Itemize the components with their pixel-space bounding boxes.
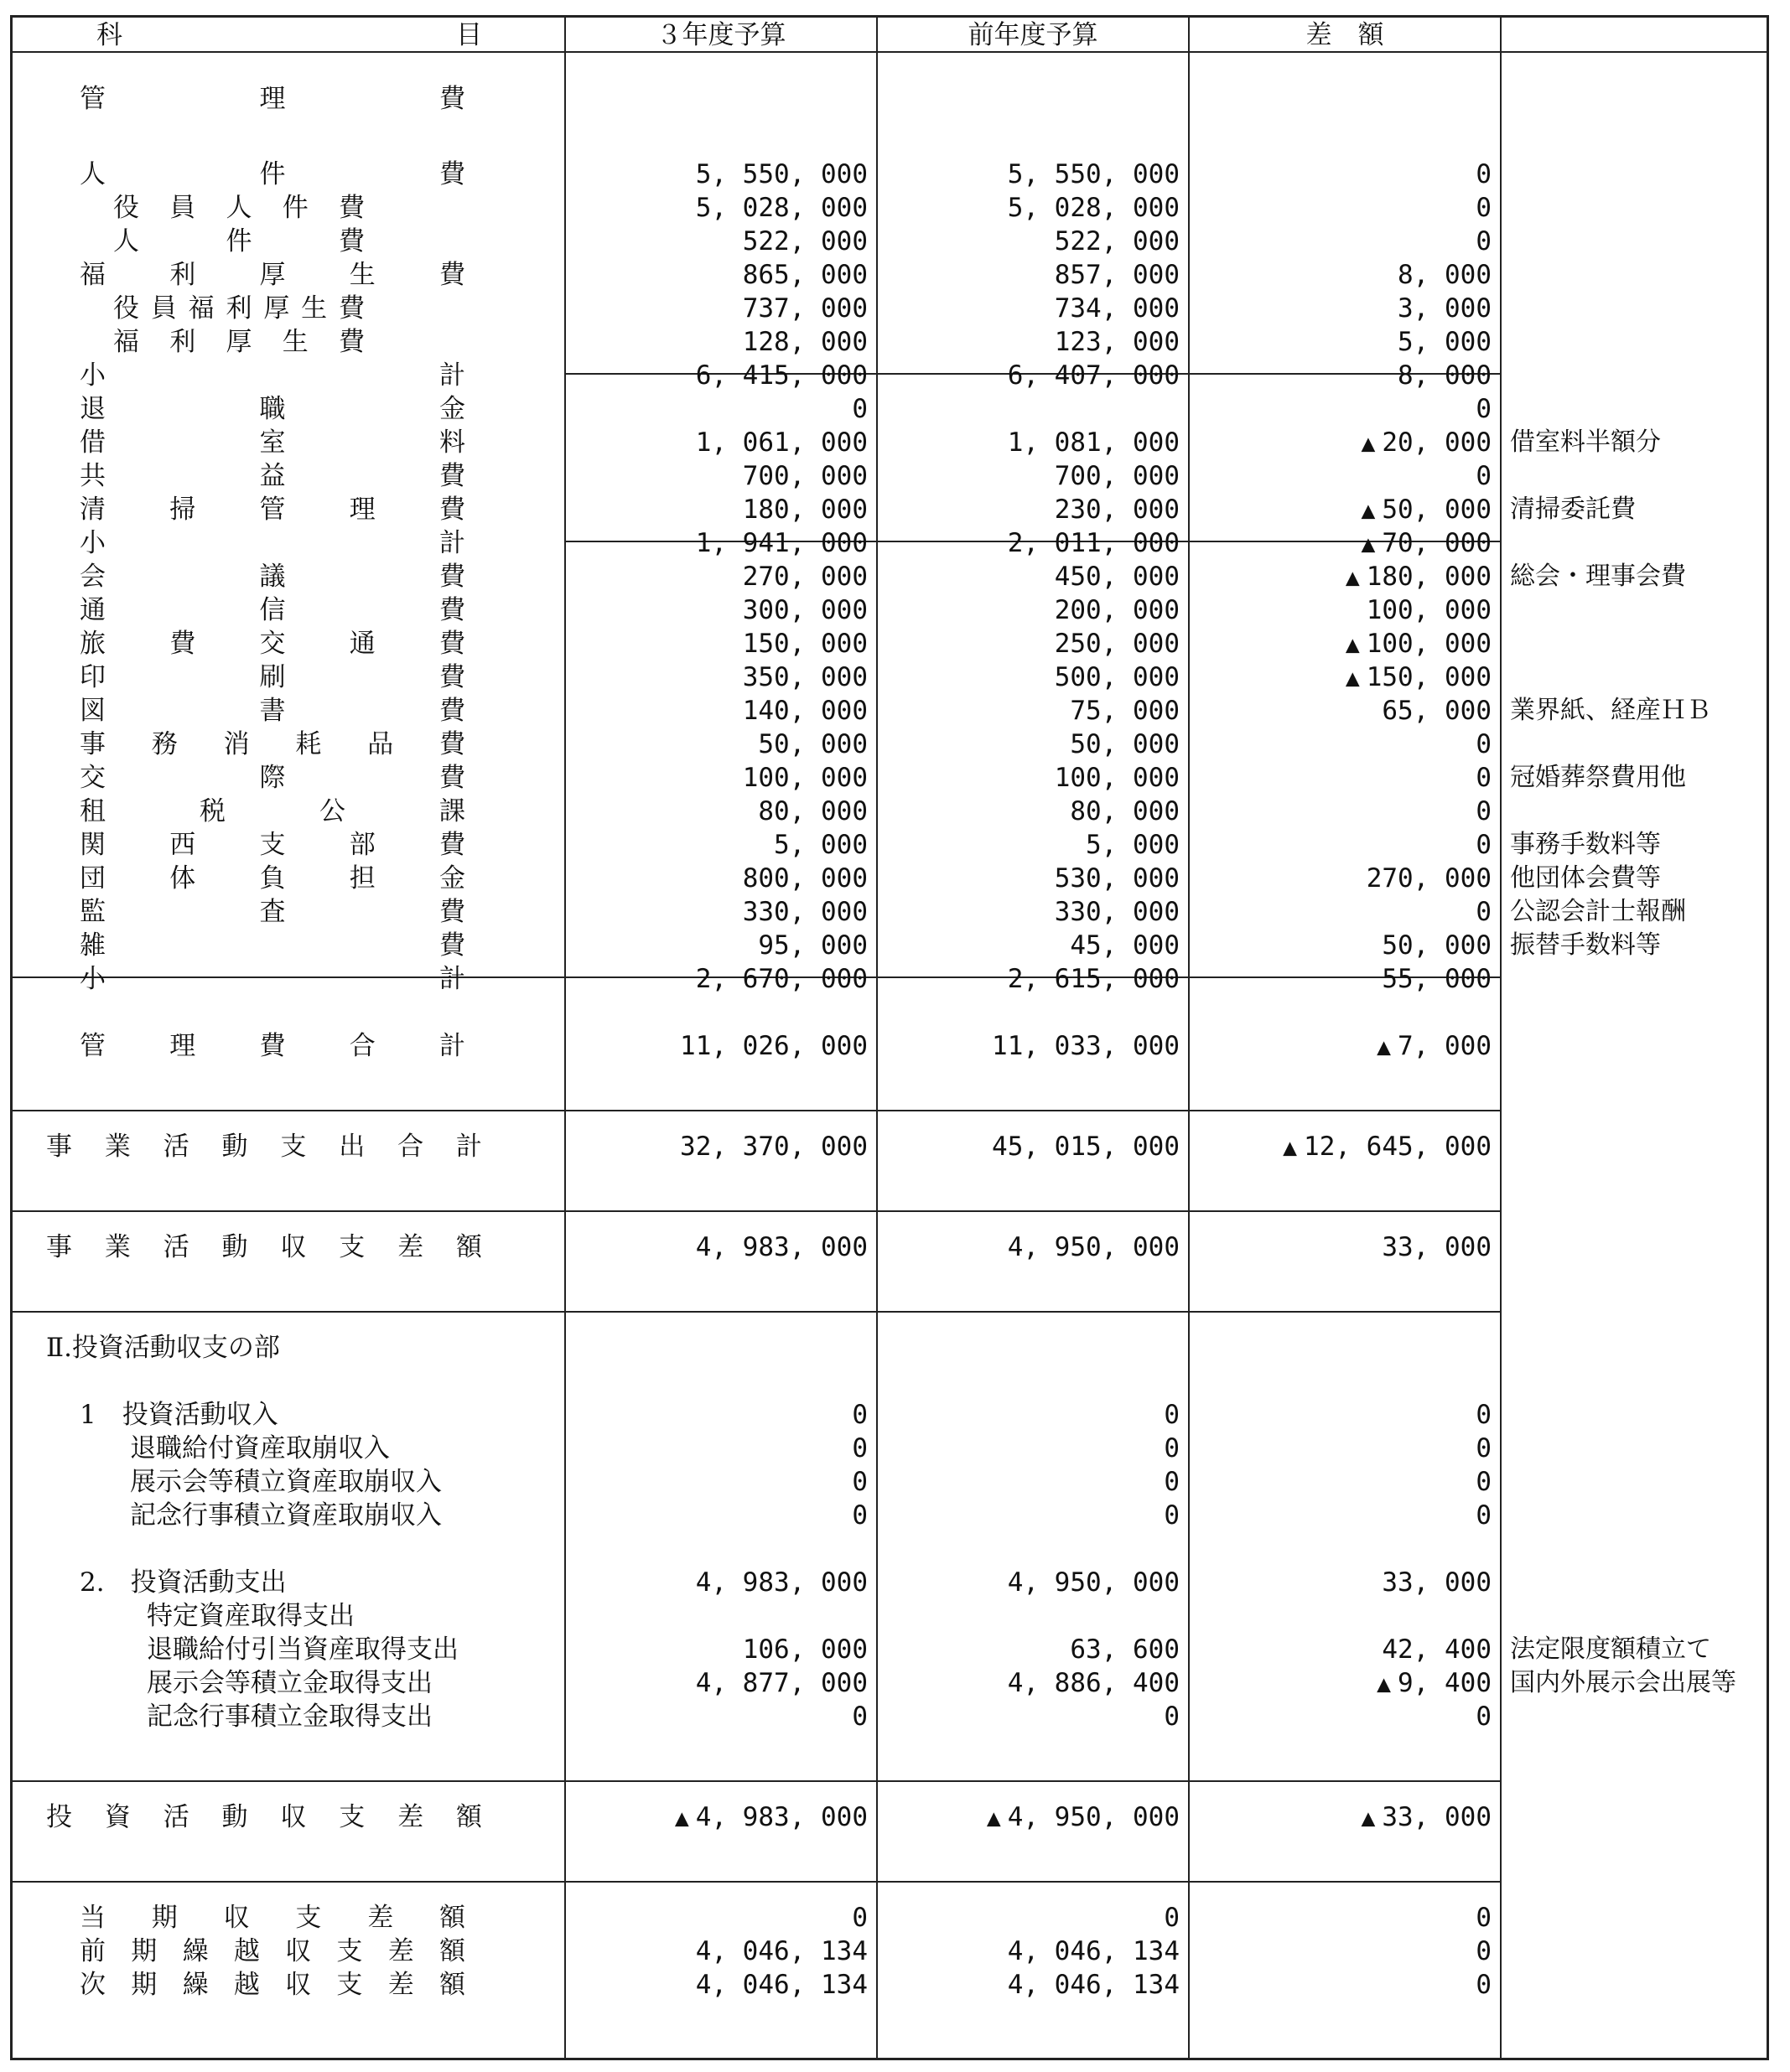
previous-budget-value: 6, 407, 000 [1007, 360, 1180, 391]
row-note: 振替手数料等 [1510, 930, 1661, 960]
current-budget-value: 0 [852, 1467, 868, 1497]
difference-value: 0 [1476, 461, 1492, 491]
row-label: 展示会等積立金取得支出 [147, 1668, 433, 1698]
section-rule-5 [13, 1881, 1502, 1883]
previous-budget-value: ▲ 4, 950, 000 [986, 1802, 1180, 1832]
current-budget-value: 4, 983, 000 [695, 1567, 868, 1598]
difference-value: 0 [1476, 1467, 1492, 1497]
current-budget-value: 150, 000 [742, 629, 868, 659]
current-budget-value: 0 [852, 1433, 868, 1463]
header-previous-budget: 前年度予算 [968, 20, 1098, 50]
negative-mark: ▲ [1377, 1670, 1392, 1697]
row-label: 投 資 活 動 収 支 差 額 [46, 1802, 482, 1832]
header-current-budget: ３年度予算 [656, 20, 786, 50]
row-label: 借 室 料 [80, 427, 465, 458]
difference-value: 0 [1476, 394, 1492, 424]
row-label: 展示会等積立資産取崩収入 [130, 1467, 442, 1497]
difference-value: ▲ 12, 645, 000 [1283, 1132, 1492, 1162]
budget-table [10, 15, 1769, 2060]
current-budget-value: 128, 000 [742, 327, 868, 357]
row-label: 事 業 活 動 収 支 差 額 [46, 1232, 482, 1262]
difference-value: ▲ 7, 000 [1377, 1031, 1492, 1061]
difference-value: 0 [1476, 796, 1492, 826]
row-label: 交 際 費 [80, 763, 465, 793]
current-budget-value: 0 [852, 394, 868, 424]
row-note: 冠婚葬祭費用他 [1510, 763, 1686, 792]
row-label: 雑 費 [80, 930, 465, 961]
section-rule-3 [13, 1311, 1502, 1313]
section-rule-4 [13, 1780, 1502, 1782]
difference-value: ▲ 150, 000 [1345, 662, 1492, 692]
difference-value: 0 [1476, 226, 1492, 256]
negative-mark: ▲ [1361, 1804, 1376, 1831]
previous-budget-value: 63, 600 [1070, 1634, 1180, 1665]
current-budget-value: 522, 000 [742, 226, 868, 256]
difference-value: 3, 000 [1398, 293, 1492, 324]
previous-budget-value: 45, 015, 000 [992, 1132, 1180, 1162]
current-budget-value: 5, 028, 000 [695, 193, 868, 223]
difference-value: ▲ 20, 000 [1361, 427, 1492, 458]
previous-budget-value: 857, 000 [1054, 260, 1180, 290]
previous-budget-value: 500, 000 [1054, 662, 1180, 692]
previous-budget-value: 0 [1164, 1433, 1180, 1463]
header-subject-left: 科 [96, 20, 122, 50]
row-note: 事務手数料等 [1510, 830, 1661, 859]
previous-budget-value: 2, 615, 000 [1007, 964, 1180, 994]
previous-budget-value: 200, 000 [1054, 595, 1180, 625]
current-budget-value: 4, 983, 000 [695, 1232, 868, 1262]
row-label: 清 掃 管 理 費 [80, 495, 465, 525]
row-label: 退職給付資産取崩収入 [130, 1433, 390, 1463]
difference-value: 270, 000 [1366, 863, 1492, 894]
difference-value: 0 [1476, 830, 1492, 860]
section-rule-2 [13, 1210, 1502, 1212]
row-label: 福 利 厚 生 費 [80, 260, 465, 290]
row-label: 役 員 人 件 費 [113, 193, 365, 223]
current-budget-value: 0 [852, 1702, 868, 1732]
negative-mark: ▲ [1361, 530, 1376, 557]
difference-value: 0 [1476, 1433, 1492, 1463]
previous-budget-value: 80, 000 [1070, 796, 1180, 826]
current-budget-value: 1, 061, 000 [695, 427, 868, 458]
current-budget-value: 32, 370, 000 [680, 1132, 868, 1162]
previous-budget-value: 50, 000 [1070, 729, 1180, 759]
current-budget-value: 350, 000 [742, 662, 868, 692]
current-budget-value: 4, 877, 000 [695, 1668, 868, 1698]
previous-budget-value: 5, 550, 000 [1007, 159, 1180, 189]
previous-budget-value: 5, 028, 000 [1007, 193, 1180, 223]
current-budget-value: ▲ 4, 983, 000 [674, 1802, 868, 1832]
difference-value: 33, 000 [1382, 1567, 1492, 1598]
previous-budget-value: 100, 000 [1054, 763, 1180, 793]
row-note: 法定限度額積立て [1510, 1634, 1711, 1664]
difference-value: 0 [1476, 897, 1492, 927]
negative-mark: ▲ [1283, 1133, 1298, 1161]
row-note: 他団体会費等 [1510, 863, 1661, 893]
row-label: 会 議 費 [80, 562, 465, 592]
current-budget-value: 4, 046, 134 [695, 1970, 868, 2000]
current-budget-value: 1, 941, 000 [695, 528, 868, 558]
difference-value: 0 [1476, 1400, 1492, 1430]
negative-mark: ▲ [1361, 496, 1376, 524]
previous-budget-value: 0 [1164, 1702, 1180, 1732]
row-label: 次 期 繰 越 収 支 差 額 [80, 1970, 465, 2000]
difference-value: ▲ 33, 000 [1361, 1802, 1492, 1832]
difference-value: 0 [1476, 159, 1492, 189]
previous-budget-value: 522, 000 [1054, 226, 1180, 256]
previous-budget-value: 5, 000 [1086, 830, 1180, 860]
previous-budget-value: 4, 950, 000 [1007, 1232, 1180, 1262]
current-budget-value: 6, 415, 000 [695, 360, 868, 391]
previous-budget-value: 4, 950, 000 [1007, 1567, 1180, 1598]
previous-budget-value: 2, 011, 000 [1007, 528, 1180, 558]
row-label: 監 査 費 [80, 897, 465, 927]
difference-value: 100, 000 [1366, 595, 1492, 625]
header-difference: 差 額 [1305, 20, 1384, 50]
difference-value: 0 [1476, 1500, 1492, 1531]
header-rule [13, 51, 1767, 53]
row-label: 管 理 費 [80, 84, 465, 114]
row-label: 退 職 金 [80, 394, 465, 424]
current-budget-value: 4, 046, 134 [695, 1936, 868, 1966]
current-budget-value: 700, 000 [742, 461, 868, 491]
current-budget-value: 300, 000 [742, 595, 868, 625]
previous-budget-value: 230, 000 [1054, 495, 1180, 525]
negative-mark: ▲ [1345, 630, 1360, 658]
difference-value: 42, 400 [1382, 1634, 1492, 1665]
section-rule-1 [13, 1110, 1502, 1111]
row-note: 国内外展示会出展等 [1510, 1668, 1736, 1697]
row-label: 前 期 繰 越 収 支 差 額 [80, 1936, 465, 1966]
previous-budget-value: 0 [1164, 1400, 1180, 1430]
row-label: 関 西 支 部 費 [80, 830, 465, 860]
previous-budget-value: 4, 046, 134 [1007, 1970, 1180, 2000]
current-budget-value: 180, 000 [742, 495, 868, 525]
negative-mark: ▲ [986, 1804, 1001, 1831]
previous-budget-value: 0 [1164, 1903, 1180, 1933]
row-label: 記念行事積立金取得支出 [147, 1702, 433, 1732]
current-budget-value: 2, 670, 000 [695, 964, 868, 994]
current-budget-value: 0 [852, 1903, 868, 1933]
current-budget-value: 865, 000 [742, 260, 868, 290]
row-label: 通 信 費 [80, 595, 465, 625]
row-label: 役 員 福 利 厚 生 費 [113, 293, 365, 324]
current-budget-value: 0 [852, 1400, 868, 1430]
row-label: 租 税 公 課 [80, 796, 465, 826]
row-note: 清掃委託費 [1510, 495, 1636, 524]
current-budget-value: 50, 000 [758, 729, 868, 759]
difference-value: 8, 000 [1398, 360, 1492, 391]
current-budget-value: 0 [852, 1500, 868, 1531]
difference-value: ▲ 9, 400 [1377, 1668, 1492, 1698]
previous-budget-value: 700, 000 [1054, 461, 1180, 491]
difference-value: 5, 000 [1398, 327, 1492, 357]
row-label: 当 期 収 支 差 額 [80, 1903, 465, 1933]
row-note: 総会・理事会費 [1510, 562, 1686, 591]
previous-budget-value: 734, 000 [1054, 293, 1180, 324]
difference-value: 65, 000 [1382, 696, 1492, 726]
difference-value: 0 [1476, 763, 1492, 793]
current-budget-value: 100, 000 [742, 763, 868, 793]
header-subject [96, 18, 482, 53]
difference-value: 0 [1476, 1702, 1492, 1732]
previous-budget-value: 1, 081, 000 [1007, 427, 1180, 458]
row-note: 公認会計士報酬 [1510, 897, 1686, 926]
negative-mark: ▲ [674, 1804, 689, 1831]
difference-value: 0 [1476, 1903, 1492, 1933]
row-label: 退職給付引当資産取得支出 [147, 1634, 459, 1665]
row-label: 記念行事積立資産取崩収入 [130, 1500, 442, 1531]
row-label: 旅 費 交 通 費 [80, 629, 465, 659]
row-label: 事 務 消 耗 品 費 [80, 729, 465, 759]
current-budget-value: 106, 000 [742, 1634, 868, 1665]
difference-value: 8, 000 [1398, 260, 1492, 290]
current-budget-value: 270, 000 [742, 562, 868, 592]
difference-value: 33, 000 [1382, 1232, 1492, 1262]
row-label: 人 件 費 [113, 226, 365, 256]
row-label: 印 刷 費 [80, 662, 465, 692]
current-budget-value: 800, 000 [742, 863, 868, 894]
current-budget-value: 11, 026, 000 [680, 1031, 868, 1061]
difference-value: 50, 000 [1382, 930, 1492, 961]
row-label: 事 業 活 動 支 出 合 計 [46, 1132, 482, 1162]
col-divider-4 [1500, 18, 1502, 2060]
current-budget-value: 330, 000 [742, 897, 868, 927]
previous-budget-value: 11, 033, 000 [992, 1031, 1180, 1061]
negative-mark: ▲ [1377, 1033, 1392, 1060]
row-label: 図 書 費 [80, 696, 465, 726]
previous-budget-value: 75, 000 [1070, 696, 1180, 726]
previous-budget-value: 450, 000 [1054, 562, 1180, 592]
row-label: 小 計 [80, 528, 465, 558]
previous-budget-value: 4, 046, 134 [1007, 1936, 1180, 1966]
row-label: Ⅱ.投資活動収支の部 [46, 1333, 280, 1363]
row-note: 借室料半額分 [1510, 427, 1661, 457]
current-budget-value: 95, 000 [758, 930, 868, 961]
previous-budget-value: 0 [1164, 1467, 1180, 1497]
row-label: 小 計 [80, 964, 465, 994]
difference-value: 0 [1476, 729, 1492, 759]
current-budget-value: 140, 000 [742, 696, 868, 726]
previous-budget-value: 45, 000 [1070, 930, 1180, 961]
previous-budget-value: 250, 000 [1054, 629, 1180, 659]
current-budget-value: 737, 000 [742, 293, 868, 324]
current-budget-value: 80, 000 [758, 796, 868, 826]
difference-value: 0 [1476, 193, 1492, 223]
row-label: 特定資産取得支出 [147, 1601, 355, 1631]
previous-budget-value: 330, 000 [1054, 897, 1180, 927]
difference-value: 0 [1476, 1970, 1492, 2000]
previous-budget-value: 0 [1164, 1500, 1180, 1531]
row-label: 1 投資活動収入 [80, 1400, 278, 1430]
header-subject-right: 目 [456, 20, 482, 50]
difference-value: ▲ 70, 000 [1361, 528, 1492, 558]
previous-budget-value: 123, 000 [1054, 327, 1180, 357]
previous-budget-value: 530, 000 [1054, 863, 1180, 894]
difference-value: 0 [1476, 1936, 1492, 1966]
difference-value: ▲ 180, 000 [1345, 562, 1492, 592]
current-budget-value: 5, 000 [774, 830, 868, 860]
row-label: 人 件 費 [80, 159, 465, 189]
negative-mark: ▲ [1361, 429, 1376, 457]
negative-mark: ▲ [1345, 664, 1360, 692]
previous-budget-value: 4, 886, 400 [1007, 1668, 1180, 1698]
row-label: 福 利 厚 生 費 [113, 327, 365, 357]
row-note: 業界紙、経産ＨＢ [1510, 696, 1711, 725]
current-budget-value: 5, 550, 000 [695, 159, 868, 189]
difference-value: ▲ 50, 000 [1361, 495, 1492, 525]
difference-value: 55, 000 [1382, 964, 1492, 994]
row-label: 2. 投資活動支出 [80, 1567, 287, 1598]
row-label: 共 益 費 [80, 461, 465, 491]
difference-value: ▲ 100, 000 [1345, 629, 1492, 659]
row-label: 管 理 費 合 計 [80, 1031, 465, 1061]
negative-mark: ▲ [1345, 563, 1360, 591]
row-label: 小 計 [80, 360, 465, 391]
row-label: 団 体 負 担 金 [80, 863, 465, 894]
